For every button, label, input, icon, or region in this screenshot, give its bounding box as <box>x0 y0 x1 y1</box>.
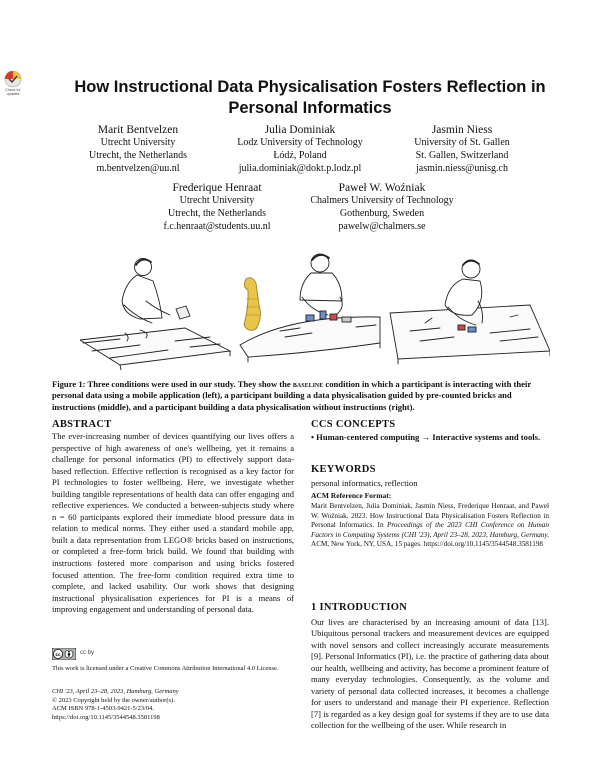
author-name: Marit Bentvelzen <box>97 124 179 136</box>
author-block-3 <box>392 123 532 175</box>
introduction-heading: 1 INTRODUCTION <box>311 602 408 613</box>
reference-authors: Marit Bentvelzen, Julia Dominiak, Jasmin Niess, Frederique Henraat, and Paweł W. Woźniak. 2023. How Instructional Data Physicalisation Fosters Reflection in Personal Informatics. In <box>311 502 549 529</box>
author-block-1 <box>68 123 208 175</box>
author-email[interactable]: m.bentvelzen@uu.nl <box>96 162 180 174</box>
author-name: Julia Dominiak <box>264 124 336 136</box>
reference-venue: Proceedings of the 2023 CHI Conference on Human Factors in Computing Systems (CHI '23), April 23–28, 2023, Hamburg, Germany. <box>311 521 549 539</box>
author-email[interactable]: pawelw@chalmers.se <box>338 220 426 232</box>
copyright-line: © 2023 Copyright held by the owner/author(s). <box>52 696 175 704</box>
abstract-heading: ABSTRACT <box>52 419 112 430</box>
ccs-heading: CCS CONCEPTS <box>311 419 396 430</box>
figure-caption <box>52 379 548 413</box>
caption-rest: condition in which a participant is interacting with their personal data using a mobile application (left), a participant building a data physicalisation guided by pre-counted bricks and instructions (middle), and a participant building a data physicalisation without instructions (right). <box>52 379 532 412</box>
author-email[interactable]: jasmin.niess@unisg.ch <box>416 162 508 174</box>
author-block-4 <box>142 181 292 233</box>
author-block-2 <box>224 123 376 175</box>
license-text: This work is licensed under a Creative Commons Attribution International 4.0 License. <box>52 665 279 672</box>
cc-label: cc by <box>80 650 95 656</box>
author-affiliation: University of St. Gallen <box>414 137 510 148</box>
author-affiliation: Chalmers University of Technology <box>310 195 454 206</box>
conference-info <box>52 688 292 722</box>
paper-title: How Instructional Data Physicalisation Fosters Reflection in Personal Informatics <box>74 78 546 117</box>
reference-tail: ACM, New York, NY, USA, 15 pages. https://doi.org/10.1145/3544548.3581198 <box>311 540 544 548</box>
author-name: Paweł W. Woźniak <box>338 182 426 194</box>
keywords-text: personal informatics, reflection <box>311 478 418 488</box>
reference-text <box>311 502 549 550</box>
svg-text:cc: cc <box>55 653 61 658</box>
caption-baseline-term: baseline <box>292 379 324 389</box>
ccs-text: • Human-centered computing → Interactive systems and tools. <box>311 432 541 442</box>
author-affiliation: Lodz University of Technology <box>237 137 363 148</box>
author-email[interactable]: f.c.henraat@students.uu.nl <box>163 220 271 232</box>
author-block-5 <box>302 181 462 233</box>
author-location: St. Gallen, Switzerland <box>415 149 509 161</box>
illustration-freeform-build <box>390 260 550 364</box>
introduction-text: Our lives are characterised by an increasing amount of data [13]. Ubiquitous personal trackers and measurement devices are equipped with novel sensors and collect increasingly accurate measurements [9]. Personal Informatics (PI), i.e. the practice of gathering data about our health, wellbeing and activity, has become a prominent feature of many everyday technologies. Consequently, as the volume and variety of personal data collected increases, it becomes a challenge for users to understand and manage their PI experience. Reflection [7] is regarded as a key design goal for systems if they are to use data collection for the wellbeing of the user. While research in <box>311 617 549 731</box>
illustration-baseline-mobile-app <box>80 259 230 371</box>
check-for-updates-badge[interactable] <box>2 70 24 100</box>
author-affiliation: Utrecht University <box>100 137 176 148</box>
abstract-text: The ever-increasing number of devices quantifying our lives offers a perspective of high awareness of one's wellbeing, yet it remains a challenge for personal informatics (PI) to effectively support data-based reflection. Effective reflection is recognised as a key factor for PI technologies to foster wellbeing. Here, we investigate whether building tangible representations of health data can offer engaging and reflective experiences. We conducted a between-subjects study where n = 60 participants explored their immediate blood pressure data in relation to medical norms. They either used a standard mobile app, built a data representation from LEGO® bricks based on instructions, or completed a free-form brick build. We found that building with instructions fostered more comparison and using bricks fostered focused attention. The free-form condition required extra time to complete, and lacked usability. Our work shows that designing instructional physicalisation experiences for PI is a means of improving engagement and understanding of personal data. <box>52 431 294 615</box>
keywords-heading: KEYWORDS <box>311 464 376 475</box>
doi-link[interactable]: https://doi.org/10.1145/3544548.3581198 <box>52 713 160 721</box>
badge-label: Check for updates <box>5 88 21 96</box>
reference-label: ACM Reference Format: <box>311 491 392 500</box>
creative-commons-icon[interactable] <box>52 648 76 660</box>
author-name: Jasmin Niess <box>431 124 493 136</box>
author-location: Utrecht, the Netherlands <box>88 149 188 161</box>
author-location: Łódź, Poland <box>273 149 327 161</box>
isbn-line: ACM ISBN 978-1-4503-9421-5/23/04. <box>52 705 155 712</box>
caption-prefix: Figure 1: Three conditions were used in our study. They show the <box>52 379 293 389</box>
author-email[interactable]: julia.dominiak@dokt.p.lodz.pl <box>238 162 362 174</box>
author-name: Frederique Henraat <box>172 182 262 194</box>
author-location: Gothenburg, Sweden <box>339 207 425 219</box>
author-affiliation: Utrecht University <box>179 195 255 206</box>
teaser-figure <box>80 245 550 370</box>
author-location: Utrecht, the Netherlands <box>167 207 267 219</box>
illustration-instructed-build <box>240 254 380 362</box>
conference-line: CHI '23, April 23–28, 2023, Hamburg, Germany <box>52 688 179 695</box>
